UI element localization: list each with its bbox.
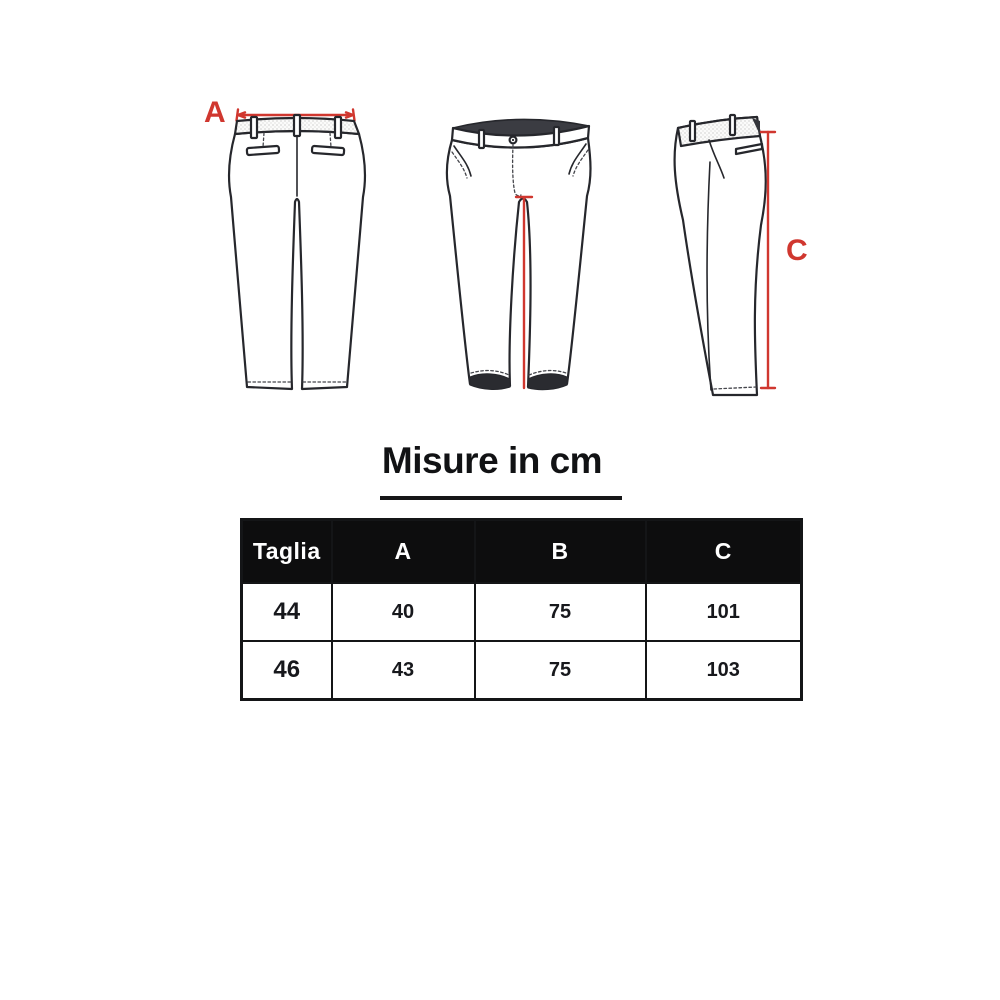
size-46-a: 43 <box>332 641 475 700</box>
pants-front-view-drawing <box>440 100 592 400</box>
side-body <box>675 117 766 395</box>
size-46-b: 75 <box>475 641 646 700</box>
size-46-c: 103 <box>646 641 802 700</box>
pants-side-view-drawing <box>660 100 780 400</box>
table-row <box>242 641 802 700</box>
table-row <box>242 583 802 641</box>
pants-back-view-drawing <box>220 100 370 400</box>
page-title: Misure in cm <box>381 440 603 481</box>
header-c: C <box>646 520 802 584</box>
measure-label-a: A <box>204 96 226 129</box>
header-b: B <box>475 520 646 584</box>
back-pocket-right <box>312 146 344 155</box>
size-44-b: 75 <box>475 583 646 641</box>
size-44-c: 101 <box>646 583 802 641</box>
table-header-row <box>242 520 802 584</box>
size-44: 44 <box>242 583 332 641</box>
front-body <box>447 138 591 387</box>
size-44-a: 40 <box>332 583 475 641</box>
front-hems <box>470 371 567 390</box>
header-taglia: Taglia <box>242 520 332 584</box>
waist-button <box>510 137 517 144</box>
measure-label-c: C <box>786 234 808 267</box>
header-a: A <box>332 520 475 584</box>
size-table <box>240 518 803 701</box>
back-pocket-left <box>247 146 279 155</box>
title-underline <box>380 496 622 500</box>
size-46: 46 <box>242 641 332 700</box>
